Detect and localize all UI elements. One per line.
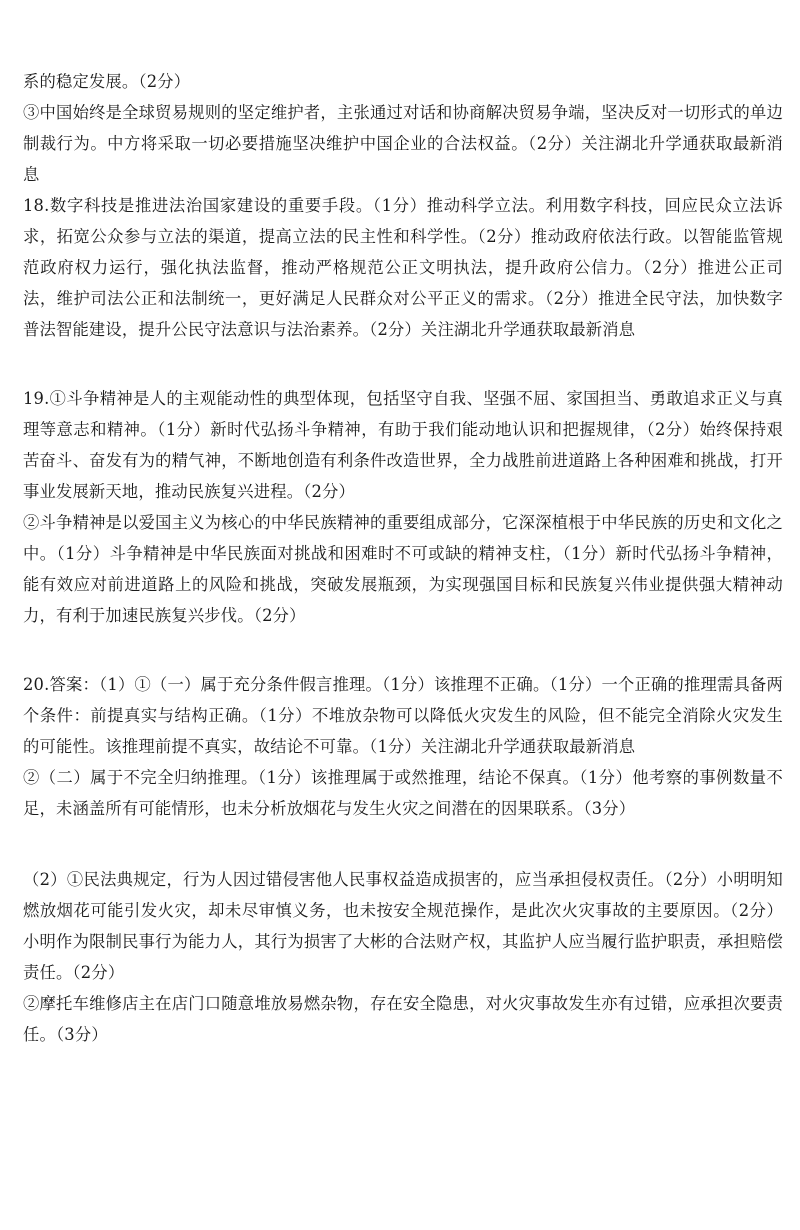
paragraph-q18: 18.数字科技是推进法治国家建设的重要手段。（1分）推动科学立法。利用数字科技，回应民众立法诉求，拓宽公众参与立法的渠道，提高立法的民主性和科学性。（2分）推动政府依法行政。以智能监管规范政府权力运行，强化执法监督，推动严格规范公正文明执法，提升政府公信力。（2分）推进公正司法，维护司法公正和法制统一，更好满足人民群众对公平正义的需求。（2分）推进全民守法，加快数字普法智能建设，提升公民守法意识与法治素养。（2分）关注湖北升学通获取最新消息 (23, 196, 783, 339)
paragraph-continuation: 系的稳定发展。（2分） (23, 72, 191, 91)
paragraph-q19-part1: 19.①斗争精神是人的主观能动性的典型体现，包括坚守自我、坚强不屈、家国担当、勇敢追求正义与真理等意志和精神。（1分）新时代弘扬斗争精神，有助于我们能动地认识和把握规律，（2分）始终保持艰苦奋斗、奋发有为的精气神，不断地创造有利条件改造世界，全力战胜前进道路上各种困难和挑战，打开事业发展新天地，推动民族复兴进程。（2分） (23, 389, 783, 501)
paragraph-q20-2-part1: （2）①民法典规定，行为人因过错侵害他人民事权益造成损害的，应当承担侵权责任。（2分）小明明知燃放烟花可能引发火灾，却未尽审慎义务，也未按安全规范操作，是此次火灾事故的主要原因。（2分）小明作为限制民事行为能力人，其行为损害了大彬的合法财产权，其监护人应当履行监护职责，承担赔偿责任。（2分） (23, 870, 783, 982)
paragraph-q19-part2: ②斗争精神是以爱国主义为核心的中华民族精神的重要组成部分，它深深植根于中华民族的历史和文化之中。（1分）斗争精神是中华民族面对挑战和困难时不可或缺的精神支柱，（1分）新时代弘扬斗争精神，能有效应对前进道路上的风险和挑战，突破发展瓶颈，为实现强国目标和民族复兴伟业提供强大精神动力，有利于加速民族复兴步伐。（2分） (23, 513, 783, 625)
paragraph-q20-2-part2: ②摩托车维修店主在店门口随意堆放易燃杂物，存在安全隐患，对火灾事故发生亦有过错，应承担次要责任。（3分） (23, 994, 783, 1044)
paragraph-item-3: ③中国始终是全球贸易规则的坚定维护者，主张通过对话和协商解决贸易争端，坚决反对一切形式的单边制裁行为。中方将采取一切必要措施坚决维护中国企业的合法权益。（2分）关注湖北升学通获取最新消息 (23, 103, 783, 184)
paragraph-q20-part2: ②（二）属于不完全归纳推理。（1分）该推理属于或然推理，结论不保真。（1分）他考察的事例数量不足，未涵盖所有可能情形，也未分析放烟花与发生火灾之间潜在的因果联系。（3分） (23, 768, 783, 818)
document-page (23, 66, 783, 1050)
paragraph-q20-part1: 20.答案：（1）①（一）属于充分条件假言推理。（1分）该推理不正确。（1分）一个正确的推理需具备两个条件：前提真实与结构正确。（1分）不堆放杂物可以降低火灾发生的风险，但不能完全消除火灾发生的可能性。该推理前提不真实，故结论不可靠。（1分）关注湖北升学通获取最新消息 (23, 675, 783, 756)
